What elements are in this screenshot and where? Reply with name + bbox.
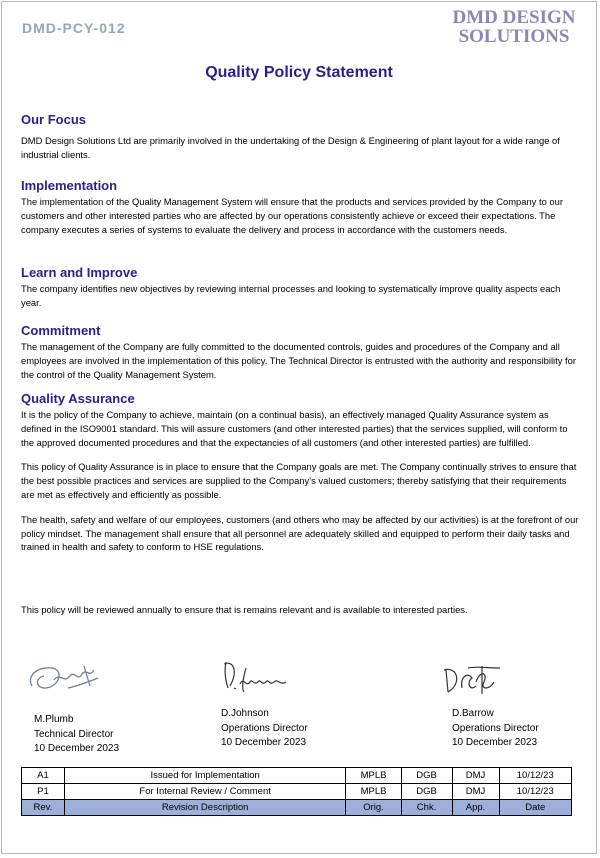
company-logo	[444, 8, 584, 46]
section-commitment	[21, 323, 581, 381]
section-heading: Our Focus	[21, 112, 87, 127]
signatory-plumb	[34, 713, 119, 757]
section-paragraph: The implementation of the Quality Management System will ensure that the products and services provided by the Company to our customers and other interested parties who are affected by our operations consistently achieve or exceed their expectations. The company executes a series of systems to evaluate the delivery and process in accordance with the customers needs.	[21, 196, 563, 235]
orig-cell: MPLB	[346, 784, 401, 800]
app-cell: DMJ	[452, 768, 499, 784]
signature-johnson-image	[220, 658, 296, 694]
review-note: This policy will be reviewed annually to ensure that is remains relevant and is available to interested parties.	[21, 604, 468, 615]
section-quality-assurance	[21, 391, 581, 554]
date-cell: 10/12/23	[499, 768, 571, 784]
document-page	[1, 1, 597, 854]
document-code: DMD-PCY-012	[22, 20, 126, 36]
review-note-block	[21, 603, 581, 617]
header-app: App.	[452, 800, 499, 816]
chk-cell: DGB	[401, 768, 452, 784]
table-row	[22, 768, 572, 784]
signatory-barrow	[452, 707, 539, 751]
signatory-role: Operations Director	[452, 722, 539, 734]
rev-cell: P1	[22, 784, 65, 800]
section-heading: Commitment	[21, 323, 101, 338]
signatory-name: D.Johnson	[221, 708, 269, 719]
table-row	[22, 784, 572, 800]
header-rev: Rev.	[22, 800, 65, 816]
header-chk: Chk.	[401, 800, 452, 816]
description-cell: For Internal Review / Comment	[64, 784, 346, 800]
signatory-date: 10 December 2023	[452, 737, 538, 748]
logo-line-1: DMD DESIGN	[452, 7, 576, 28]
section-paragraph: The management of the Company are fully committed to the documented controls, guides and procedures of the Company and all employees are involved in the implementation of this policy. The Technical Director is entrusted with the authority and responsibility for the control of the Quality Management System.	[21, 341, 576, 380]
signatory-name: D.Barrow	[452, 708, 494, 719]
rev-cell: A1	[22, 768, 65, 784]
signatory-role: Operations Director	[221, 722, 308, 734]
section-heading: Implementation	[21, 178, 118, 193]
chk-cell: DGB	[401, 784, 452, 800]
signatory-name: M.Plumb	[34, 714, 74, 725]
page-title: Quality Policy Statement	[205, 64, 393, 81]
section-paragraph: It is the policy of the Company to achieve, maintain (on a continual basis), an effectively managed Quality Assurance system as defined in the ISO9001 standard. This will assure customers (and other interested parties) that the services supplied, will conform to the approved documented procedures and that the expectancies of all customers (and other interested parties) are fulfilled.	[21, 409, 568, 448]
revision-table	[21, 767, 572, 816]
signatory-date: 10 December 2023	[221, 737, 307, 748]
orig-cell: MPLB	[346, 768, 401, 784]
signatory-date: 10 December 2023	[34, 743, 120, 754]
section-paragraph: DMD Design Solutions Ltd are primarily involved in the undertaking of the Design & Engineering of plant layout for a wide range of industrial clients.	[21, 135, 560, 160]
app-cell: DMJ	[452, 784, 499, 800]
section-heading: Quality Assurance	[21, 391, 135, 406]
header-description: Revision Description	[64, 800, 346, 816]
logo-line-2: SOLUTIONS	[458, 26, 570, 47]
signature-plumb-image	[24, 656, 102, 698]
section-paragraph: The company identifies new objectives by reviewing internal processes and looking to systematically improve quality aspects each year.	[21, 283, 561, 308]
date-cell: 10/12/23	[499, 784, 571, 800]
section-learn-improve	[21, 265, 581, 310]
signature-barrow-image	[442, 662, 504, 698]
section-our-focus	[21, 112, 581, 162]
section-heading: Learn and Improve	[21, 265, 138, 280]
header-orig: Orig.	[346, 800, 401, 816]
section-implementation	[21, 178, 581, 236]
signatory-johnson	[221, 707, 308, 751]
section-paragraph: The health, safety and welfare of our employees, customers (and others who may be affected by our activities) is at the forefront of our policy mindset. The management shall ensure that all personnel are adequately skilled and equipped to perform their daily tasks and trained in health and safety to conform to HSE regulations.	[21, 513, 579, 553]
table-header-row	[22, 800, 572, 816]
header-date: Date	[499, 800, 571, 816]
section-paragraph: This policy of Quality Assurance is in place to ensure that the Company goals are met. The Company continually strives to ensure that the best possible practices and services are supplied to the Company’s valued customers; thereby satisfying that their requirements are met as effectively and efficiently as possible.	[21, 461, 577, 500]
description-cell: Issued for Implementation	[64, 768, 346, 784]
signatory-role: Technical Director	[34, 728, 114, 740]
